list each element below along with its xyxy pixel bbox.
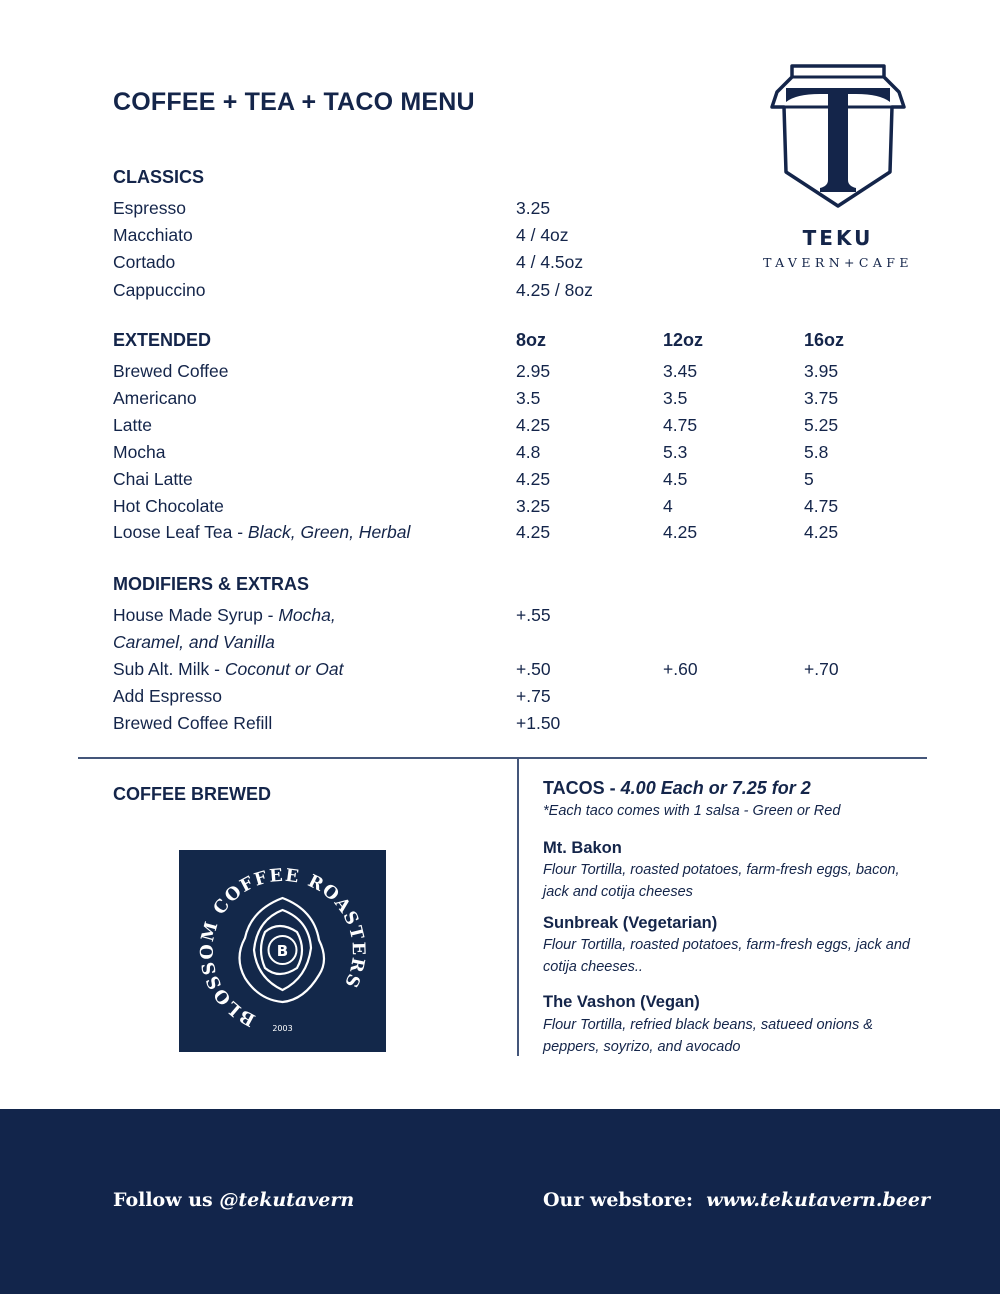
footer-webstore	[543, 1189, 930, 1211]
taco-description: Flour Tortilla, refried black beans, satueed onions & peppers, soyrizo, and avocado	[543, 1017, 873, 1055]
blossom-year: 2003	[272, 1024, 293, 1033]
price-16oz: 3.75	[804, 388, 839, 408]
extended-row	[0, 469, 1000, 496]
item-name: Add Espresso	[113, 686, 222, 706]
price-12oz: 5.3	[663, 442, 688, 462]
item-name: Macchiato	[113, 225, 193, 245]
item-name: House Made Syrup -	[113, 605, 279, 625]
item-note: Caramel, and Vanilla	[113, 632, 275, 652]
item-price: 4.25 / 8oz	[516, 280, 593, 300]
price-12oz: 4.75	[663, 415, 698, 435]
price-12oz: 3.5	[663, 388, 688, 408]
item-name-with-note	[113, 605, 336, 626]
item-name: Espresso	[113, 198, 186, 218]
modifier-row	[0, 659, 1000, 686]
modifier-price: +.75	[516, 686, 551, 706]
price-8oz: 4.25	[516, 415, 551, 435]
taco-description: Flour Tortilla, roasted potatoes, farm-fresh eggs, bacon, jack and cotija cheeses	[543, 862, 900, 900]
item-name: Cortado	[113, 252, 176, 272]
page-title: COFFEE + TEA + TACO MENU	[113, 88, 475, 116]
item-price: 4 / 4.5oz	[516, 252, 584, 272]
modifier-row	[0, 686, 1000, 713]
modifiers-heading: MODIFIERS & EXTRAS	[113, 574, 310, 594]
section-divider	[78, 757, 927, 759]
price-12oz: 4.25	[663, 522, 698, 542]
modifier-price-8oz: +.50	[516, 659, 551, 679]
brand-name: TEKU	[802, 226, 874, 250]
blossom-arc-text: BLOSSOM COFFEE ROASTERS	[197, 865, 368, 1030]
extended-row	[0, 442, 1000, 469]
price-12oz: 4	[663, 496, 673, 516]
price-16oz: 4.75	[804, 496, 839, 516]
extended-row	[0, 415, 1000, 442]
modifier-price-16oz: +.70	[804, 659, 839, 679]
price-8oz: 2.95	[516, 361, 551, 381]
blossom-rose-icon	[179, 850, 386, 1052]
price-16oz: 3.95	[804, 361, 839, 381]
price-8oz: 3.25	[516, 496, 551, 516]
item-name: Latte	[113, 415, 152, 435]
item-name: Americano	[113, 388, 197, 408]
webstore-link[interactable]: www.tekutavern.beer	[706, 1189, 930, 1211]
item-price: 3.25	[516, 198, 551, 218]
social-handle-link[interactable]: @tekutavern	[219, 1189, 355, 1211]
item-name: Brewed Coffee Refill	[113, 713, 273, 733]
tacos-heading-price: 4.00 Each or 7.25 for 2	[620, 778, 811, 798]
item-note: Black, Green, Herbal	[247, 522, 411, 542]
blossom-letter: B	[276, 942, 289, 960]
price-16oz: 5.8	[804, 442, 829, 462]
item-name: Chai Latte	[113, 469, 193, 489]
price-12oz: 3.45	[663, 361, 698, 381]
blossom-coffee-logo	[179, 850, 386, 1052]
taco-name: Mt. Bakon	[543, 839, 622, 857]
column-divider	[517, 759, 519, 1056]
price-16oz: 5.25	[804, 415, 839, 435]
classics-row	[0, 198, 1000, 225]
item-name: Hot Chocolate	[113, 496, 224, 516]
taco-name: Sunbreak (Vegetarian)	[543, 914, 718, 932]
item-note: Coconut or Oat	[224, 659, 344, 679]
follow-label: Follow us	[113, 1189, 220, 1211]
taco-name: The Vashon (Vegan)	[543, 993, 700, 1011]
item-name: Cappuccino	[113, 280, 206, 300]
webstore-label: Our webstore:	[543, 1189, 707, 1211]
tacos-heading	[543, 778, 811, 799]
tacos-heading-label: TACOS -	[543, 778, 621, 798]
item-name: Loose Leaf Tea -	[113, 522, 248, 542]
classics-heading: CLASSICS	[113, 167, 205, 187]
tacos-salsa-note: *Each taco comes with 1 salsa - Green or Red	[543, 803, 841, 819]
modifier-price: +.55	[516, 605, 551, 625]
price-8oz: 3.5	[516, 388, 541, 408]
extended-row	[0, 522, 1000, 549]
extended-row	[0, 361, 1000, 388]
price-12oz: 4.5	[663, 469, 688, 489]
price-8oz: 4.25	[516, 469, 551, 489]
footer-follow	[113, 1189, 354, 1211]
modifier-price: +1.50	[516, 713, 561, 733]
classics-row	[0, 252, 1000, 279]
extended-heading: EXTENDED	[113, 330, 212, 350]
extended-row	[0, 496, 1000, 523]
modifier-row	[0, 605, 1000, 632]
classics-row	[0, 280, 1000, 307]
extended-row	[0, 388, 1000, 415]
modifier-row	[0, 713, 1000, 740]
item-name-with-note	[113, 522, 410, 543]
modifier-row-continued	[0, 632, 1000, 659]
teku-crest-icon	[748, 62, 928, 212]
item-name: Sub Alt. Milk -	[113, 659, 225, 679]
size-header-12oz: 12oz	[663, 330, 704, 350]
coffee-brewed-heading: COFFEE BREWED	[113, 784, 272, 804]
brand-tagline: TAVERN+CAFE	[763, 255, 913, 270]
size-header-8oz: 8oz	[516, 330, 547, 350]
price-16oz: 5	[804, 469, 814, 489]
price-16oz: 4.25	[804, 522, 839, 542]
size-header-16oz: 16oz	[804, 330, 845, 350]
price-8oz: 4.8	[516, 442, 541, 462]
item-name: Mocha	[113, 442, 166, 462]
classics-row	[0, 225, 1000, 252]
item-name-with-note	[113, 659, 344, 680]
item-note: Mocha,	[278, 605, 336, 625]
item-name: Brewed Coffee	[113, 361, 229, 381]
price-8oz: 4.25	[516, 522, 551, 542]
taco-description: Flour Tortilla, roasted potatoes, farm-fresh eggs, jack and cotija cheeses..	[543, 937, 910, 975]
modifier-price-12oz: +.60	[663, 659, 698, 679]
item-price: 4 / 4oz	[516, 225, 569, 245]
